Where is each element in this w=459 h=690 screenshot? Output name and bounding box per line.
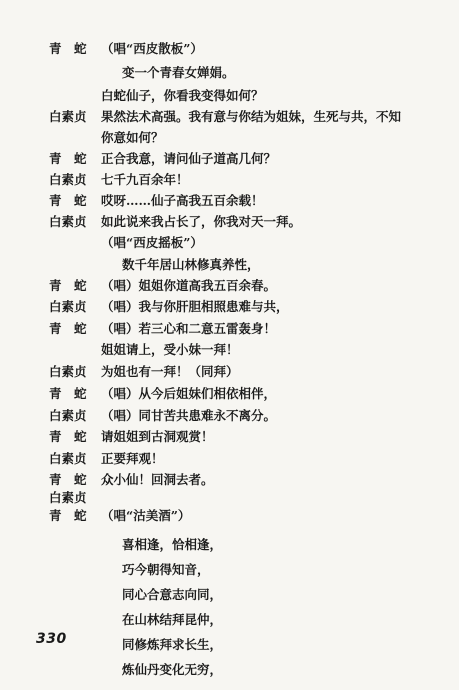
speaker-name: 白素贞	[49, 408, 87, 423]
song-verse	[122, 532, 222, 682]
line-text: 姐姐请上，受小妹一拜！	[101, 342, 239, 357]
script-line	[0, 339, 459, 361]
script-line	[0, 127, 459, 149]
speaker-name: 青 蛇	[49, 508, 87, 523]
verse-line: 巧今朝得知音，	[122, 562, 210, 577]
line-text: 正合我意，请问仙子道高几何？	[101, 151, 277, 166]
line-text: 如此说来我占长了，你我对天一拜。	[101, 214, 302, 229]
script-line	[0, 190, 459, 212]
line-text: （唱）若三心和二意五雷轰身！	[101, 321, 277, 336]
script-line	[0, 405, 459, 427]
line-text: 你意如何？	[101, 130, 164, 145]
speaker-name: 白素贞	[49, 214, 87, 229]
verse-line: 喜相逢，恰相逢，	[122, 537, 223, 552]
script-line	[0, 211, 459, 233]
script-line	[0, 254, 459, 276]
line-text: （唱）姐姐你道高我五百余春。	[101, 278, 277, 293]
line-text: 请姐姐到古洞观赏！	[101, 429, 214, 444]
speaker-name: 白素贞	[49, 109, 87, 124]
line-text: 数千年居山林修真养性，	[122, 257, 260, 272]
speaker-name: 青 蛇	[49, 472, 87, 487]
line-text: 果然法术高强。我有意与你结为姐妹，生死与共，不知	[101, 109, 402, 124]
script-line	[0, 318, 459, 340]
script-line	[0, 106, 459, 128]
line-text: （唱“西皮摇板”）	[101, 235, 203, 250]
verse-line: 在山林结拜昆仲，	[122, 612, 223, 627]
script-line	[0, 38, 459, 60]
script-line	[0, 383, 459, 405]
speaker-name: 白素贞	[49, 364, 87, 379]
verse-line: 同心合意志向同，	[122, 587, 223, 602]
speaker-name: 白素贞	[49, 299, 87, 314]
line-text: （唱）同甘苦共患难永不离分。	[101, 408, 277, 423]
line-text: 七千九百余年！	[101, 172, 189, 187]
line-text: 变一个青春女婵娟。	[122, 65, 235, 80]
speaker-name: 青 蛇	[49, 151, 87, 166]
page-number: 330	[36, 631, 67, 647]
verse-line: 同修炼拜求长生，	[122, 637, 223, 652]
speaker-name: 青 蛇	[49, 321, 87, 336]
line-text: （唱）我与你肝胆相照患难与共，	[101, 299, 289, 314]
script-line	[0, 275, 459, 297]
speaker-name: 青 蛇	[49, 193, 87, 208]
script-line	[0, 296, 459, 318]
line-text: 白蛇仙子，你看我变得如何？	[101, 88, 264, 103]
speaker-name: 青 蛇	[49, 278, 87, 293]
verse-line: 炼仙丹变化无穷，	[122, 662, 223, 677]
speaker-name: 青 蛇	[49, 386, 87, 401]
script-line	[0, 505, 459, 527]
speaker-name: 白素贞	[49, 172, 87, 187]
speaker-name: 青 蛇	[49, 41, 87, 56]
script-line	[0, 426, 459, 448]
speaker-name: 白素贞	[49, 451, 87, 466]
script-line	[0, 361, 459, 383]
line-text: 为姐也有一拜！（同拜）	[101, 364, 239, 379]
script-line	[0, 148, 459, 170]
line-text: 众小仙！回洞去者。	[101, 472, 214, 487]
script-line	[0, 85, 459, 107]
script-line	[0, 62, 459, 84]
line-text: （唱“西皮散板”）	[101, 41, 203, 56]
script-line	[0, 232, 459, 254]
speaker-name: 青 蛇	[49, 429, 87, 444]
script-line	[0, 448, 459, 470]
line-text: 正要拜观！	[101, 451, 164, 466]
line-text: （唱）从今后姐妹们相依相伴，	[101, 386, 277, 401]
speaker-name: 白素贞	[49, 490, 87, 505]
line-text: 哎呀……仙子高我五百余载！	[101, 193, 264, 208]
script-line	[0, 169, 459, 191]
line-text: （唱“沽美酒”）	[101, 508, 191, 523]
